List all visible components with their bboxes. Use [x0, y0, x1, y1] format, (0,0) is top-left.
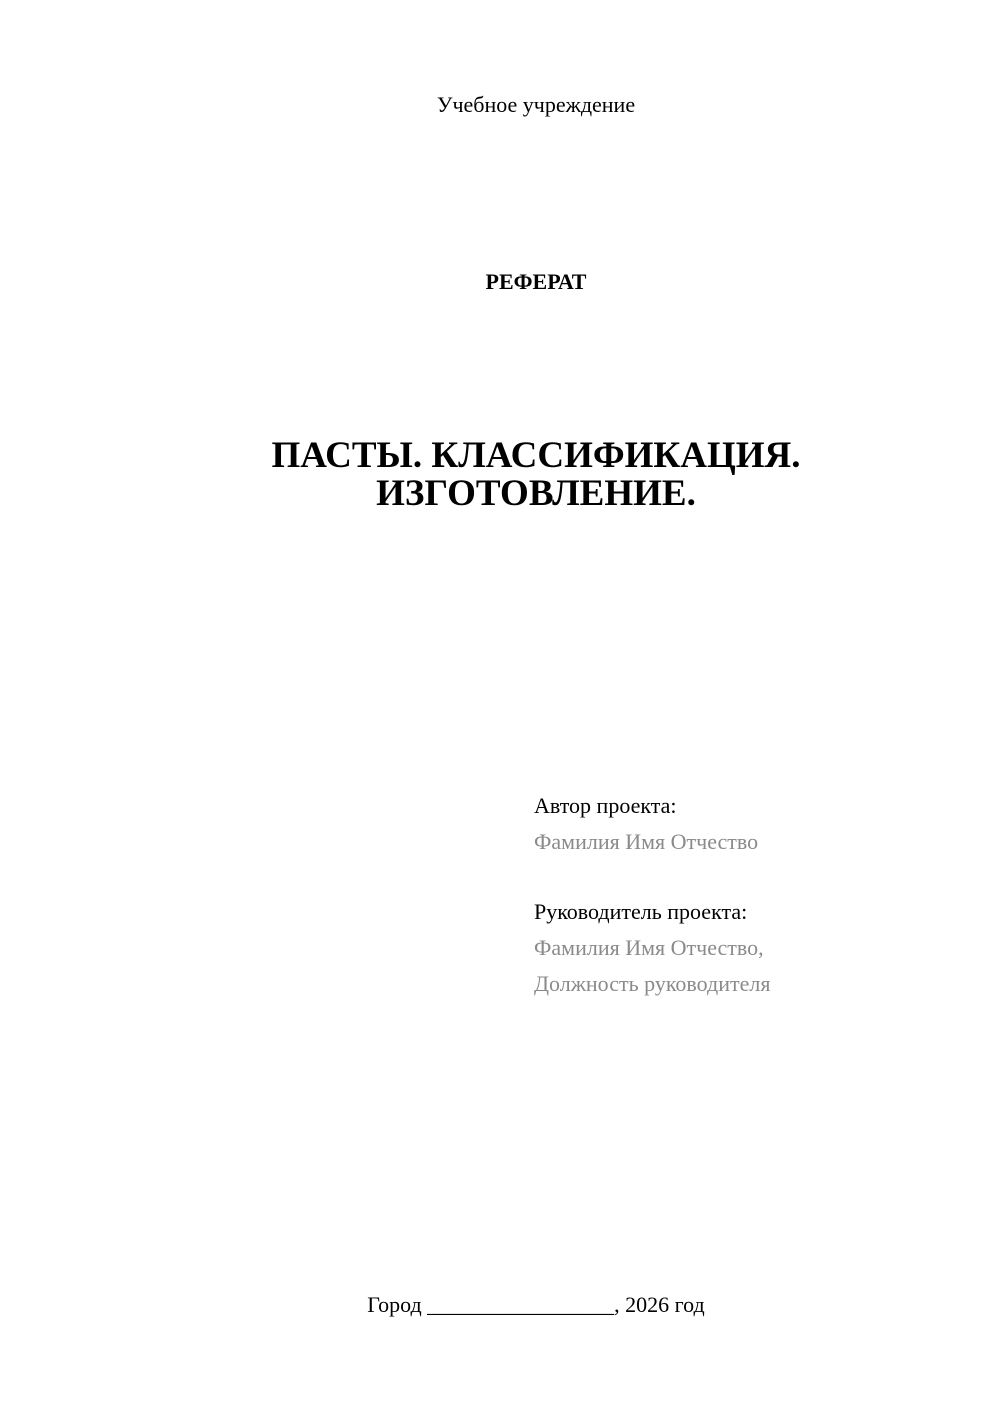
document-title-line-1: ПАСТЫ. КЛАССИФИКАЦИЯ.: [271, 435, 801, 476]
supervisor-label: Руководитель проекта:: [534, 899, 748, 924]
supervisor-position: Должность руководителя: [534, 971, 771, 996]
document-title-line-2: ИЗГОТОВЛЕНИЕ.: [376, 473, 696, 514]
author-name: Фамилия Имя Отчество: [534, 829, 759, 854]
info-spacer: [534, 860, 974, 894]
project-info-block: [534, 788, 974, 1002]
supervisor-name: Фамилия Имя Отчество,: [534, 935, 764, 960]
document-title: [0, 437, 1000, 513]
author-label: Автор проекта:: [534, 793, 677, 818]
city-year-line: Город _________________, 2026 год: [367, 1292, 705, 1317]
institution-name: Учебное учреждение: [436, 92, 636, 117]
document-type: РЕФЕРАТ: [485, 269, 587, 294]
